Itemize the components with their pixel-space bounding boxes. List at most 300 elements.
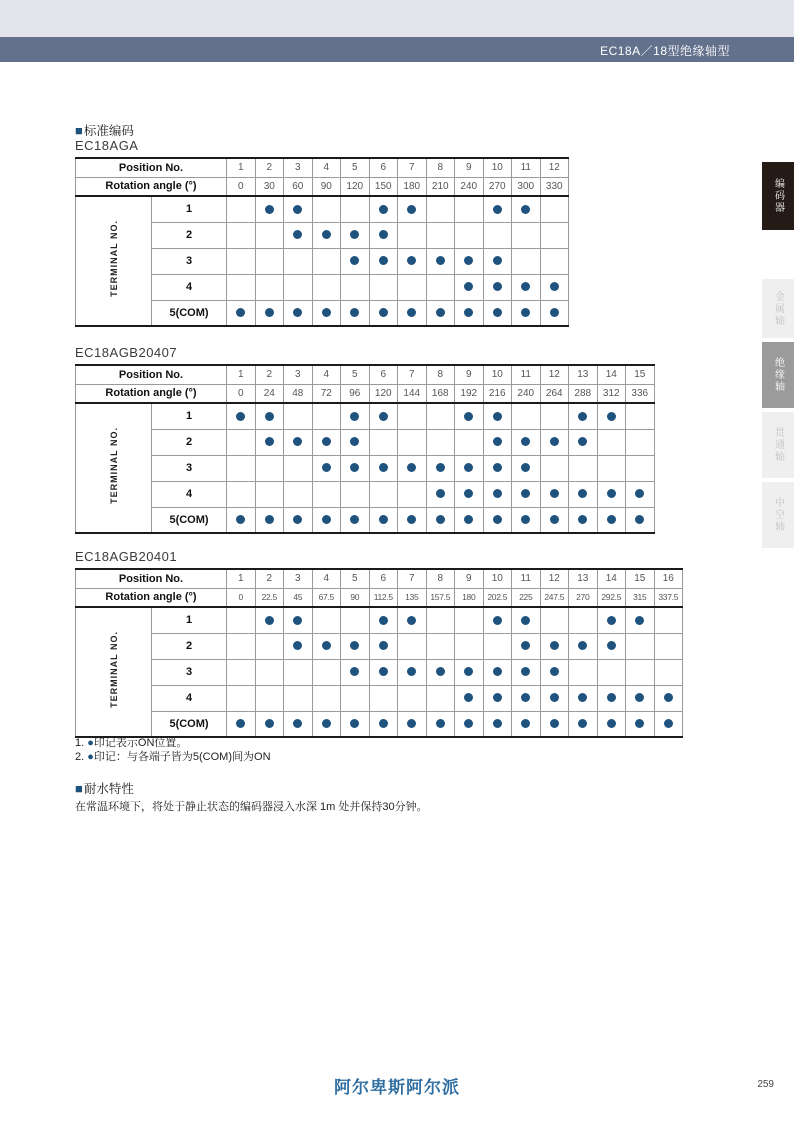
off-cell — [227, 455, 256, 481]
on-dot — [521, 463, 530, 472]
on-mark-cell — [398, 196, 427, 222]
on-dot — [293, 437, 302, 446]
position-number: 8 — [426, 158, 455, 177]
on-dot — [493, 489, 502, 498]
off-cell — [341, 685, 370, 711]
terminal-label: 3 — [152, 455, 227, 481]
on-dot — [550, 667, 559, 676]
on-dot — [350, 463, 359, 472]
on-dot — [407, 256, 416, 265]
position-number: 10 — [483, 569, 512, 588]
encoding-table-ec18agb20401 — [75, 568, 683, 738]
on-mark-cell — [455, 659, 484, 685]
off-cell — [398, 429, 427, 455]
on-mark-cell — [369, 222, 398, 248]
on-mark-cell — [626, 685, 655, 711]
on-dot — [550, 515, 559, 524]
section-heading-water-resistance — [75, 779, 134, 797]
off-cell — [398, 481, 427, 507]
position-number: 14 — [597, 569, 626, 588]
on-dot — [293, 641, 302, 650]
position-number: 12 — [540, 365, 569, 384]
position-number: 6 — [369, 365, 398, 384]
terminal-no-header — [76, 196, 152, 326]
terminal-label: 5(COM) — [152, 507, 227, 533]
position-number: 15 — [626, 569, 655, 588]
sidebar-tab-label: 中空轴 — [772, 497, 784, 533]
on-mark-cell — [426, 711, 455, 737]
rotation-angle-value: 150 — [369, 177, 398, 196]
on-dot — [379, 641, 388, 650]
off-cell — [569, 455, 598, 481]
terminal-row — [76, 429, 655, 455]
position-number: 5 — [341, 569, 370, 588]
on-mark-cell — [426, 248, 455, 274]
position-number: 9 — [455, 569, 484, 588]
off-cell — [255, 222, 284, 248]
rotation-angle-row — [76, 384, 655, 403]
on-dot — [664, 693, 673, 702]
off-cell — [341, 274, 370, 300]
on-mark-cell — [312, 300, 341, 326]
rotation-angle-value: 48 — [284, 384, 313, 403]
on-dot — [350, 230, 359, 239]
off-cell — [426, 607, 455, 633]
sidebar-tab-label: 贯通轴 — [772, 427, 784, 463]
off-cell — [227, 429, 256, 455]
position-number: 6 — [369, 569, 398, 588]
rotation-angle-value: 180 — [455, 588, 484, 607]
on-dot — [379, 205, 388, 214]
page-header-title: EC18A／18型绝缘轴型 — [600, 44, 730, 58]
on-dot — [464, 282, 473, 291]
on-mark-cell — [255, 507, 284, 533]
rotation-angle-value: 24 — [255, 384, 284, 403]
on-mark-cell — [540, 659, 569, 685]
position-number: 8 — [426, 365, 455, 384]
position-number: 12 — [540, 569, 569, 588]
on-mark-cell — [341, 659, 370, 685]
position-number: 15 — [626, 365, 655, 384]
position-row — [76, 158, 569, 177]
off-cell — [426, 196, 455, 222]
rotation-angle-value: 192 — [455, 384, 484, 403]
terminal-label: 4 — [152, 481, 227, 507]
on-dot — [436, 256, 445, 265]
on-dot — [493, 616, 502, 625]
on-mark-cell — [255, 429, 284, 455]
off-cell — [426, 222, 455, 248]
position-number: 2 — [255, 365, 284, 384]
rotation-angle-value: 120 — [341, 177, 370, 196]
position-no-label: Position No. — [76, 158, 227, 177]
rotation-angle-value: 312 — [597, 384, 626, 403]
on-dot — [493, 693, 502, 702]
sidebar-tab-label: 金属轴 — [772, 290, 784, 327]
off-cell — [227, 222, 256, 248]
position-number: 7 — [398, 365, 427, 384]
off-cell — [284, 481, 313, 507]
on-mark-cell — [569, 429, 598, 455]
off-cell — [540, 248, 569, 274]
rotation-angle-value: 264 — [540, 384, 569, 403]
off-cell — [426, 633, 455, 659]
on-mark-cell — [398, 455, 427, 481]
on-dot — [464, 412, 473, 421]
on-mark-cell — [455, 455, 484, 481]
rotation-angle-label: Rotation angle (°) — [76, 384, 227, 403]
position-number: 4 — [312, 569, 341, 588]
on-mark-cell — [540, 633, 569, 659]
on-mark-cell — [512, 711, 541, 737]
rotation-angle-value: 112.5 — [369, 588, 398, 607]
terminal-no-label: TERMINAL NO. — [108, 220, 119, 297]
rotation-angle-value: 96 — [341, 384, 370, 403]
off-cell — [398, 274, 427, 300]
on-mark-cell — [426, 481, 455, 507]
note-number: 1. — [75, 737, 85, 749]
on-mark-cell — [398, 659, 427, 685]
on-dot — [607, 693, 616, 702]
on-dot — [607, 489, 616, 498]
note-text: 印记表示ON位置。 — [93, 737, 188, 749]
on-dot — [550, 641, 559, 650]
terminal-label: 2 — [152, 633, 227, 659]
off-cell — [255, 659, 284, 685]
on-dot — [350, 641, 359, 650]
terminal-row — [76, 685, 683, 711]
rotation-angle-value: 30 — [255, 177, 284, 196]
off-cell — [312, 274, 341, 300]
on-dot — [407, 667, 416, 676]
terminal-row — [76, 196, 569, 222]
water-resistance-text: 在常温环境下，将处于静止状态的编码器浸入水深 1m 处并保持30分钟。 — [75, 801, 428, 813]
page-header — [0, 37, 794, 62]
on-dot — [635, 515, 644, 524]
on-dot — [464, 489, 473, 498]
sidebar-tab-insulated-shaft[interactable] — [762, 342, 794, 408]
rotation-angle-value: 210 — [426, 177, 455, 196]
on-mark-cell — [597, 507, 626, 533]
terminal-row — [76, 507, 655, 533]
on-mark-cell — [540, 274, 569, 300]
off-cell — [284, 685, 313, 711]
on-mark-cell — [284, 222, 313, 248]
sidebar-tab-label: 绝缘轴 — [772, 357, 784, 393]
off-cell — [626, 659, 655, 685]
on-mark-cell — [626, 607, 655, 633]
on-mark-cell — [483, 685, 512, 711]
on-mark-cell — [227, 403, 256, 429]
on-dot — [236, 412, 245, 421]
off-cell — [512, 403, 541, 429]
position-number: 4 — [312, 158, 341, 177]
off-cell — [455, 633, 484, 659]
off-cell — [540, 196, 569, 222]
on-mark-cell — [255, 300, 284, 326]
on-dot — [607, 412, 616, 421]
off-cell — [312, 196, 341, 222]
off-cell — [341, 481, 370, 507]
position-no-label: Position No. — [76, 569, 227, 588]
position-number: 2 — [255, 569, 284, 588]
position-row — [76, 365, 655, 384]
off-cell — [255, 685, 284, 711]
rotation-angle-value: 240 — [512, 384, 541, 403]
on-mark-cell — [341, 222, 370, 248]
terminal-row — [76, 711, 683, 737]
on-mark-cell — [512, 607, 541, 633]
on-dot — [521, 616, 530, 625]
on-dot — [322, 641, 331, 650]
rotation-angle-row — [76, 588, 683, 607]
terminal-label: 2 — [152, 222, 227, 248]
terminal-label: 4 — [152, 685, 227, 711]
off-cell — [255, 248, 284, 274]
table-block-ec18aga — [75, 138, 569, 327]
rotation-angle-value: 240 — [455, 177, 484, 196]
on-dot — [578, 489, 587, 498]
terminal-label: 1 — [152, 403, 227, 429]
rotation-angle-value: 0 — [227, 588, 256, 607]
off-cell — [398, 685, 427, 711]
on-dot — [521, 667, 530, 676]
on-mark-cell — [455, 507, 484, 533]
on-mark-cell — [284, 196, 313, 222]
off-cell — [569, 607, 598, 633]
on-dot — [521, 308, 530, 317]
off-cell — [426, 685, 455, 711]
off-cell — [455, 222, 484, 248]
note-text: 印记：与各端子皆为5(COM)间为ON — [93, 750, 271, 763]
sidebar — [762, 0, 794, 1123]
on-mark-cell — [540, 711, 569, 737]
off-cell — [483, 633, 512, 659]
on-mark-cell — [483, 274, 512, 300]
on-mark-cell — [654, 685, 683, 711]
on-mark-cell — [255, 196, 284, 222]
position-number: 11 — [512, 158, 541, 177]
on-mark-cell — [312, 222, 341, 248]
on-dot — [350, 719, 359, 728]
off-cell — [227, 607, 256, 633]
off-cell — [455, 196, 484, 222]
on-dot — [265, 616, 274, 625]
off-cell — [284, 274, 313, 300]
off-cell — [227, 685, 256, 711]
on-mark-cell — [455, 300, 484, 326]
on-mark-cell — [483, 455, 512, 481]
off-cell — [569, 659, 598, 685]
brand-logo: 阿尔卑斯阿尔派 — [334, 1078, 460, 1097]
on-dot — [578, 719, 587, 728]
on-mark-cell — [369, 455, 398, 481]
sidebar-tab-through-shaft[interactable] — [762, 412, 794, 478]
off-cell — [312, 248, 341, 274]
off-cell — [255, 455, 284, 481]
off-cell — [369, 429, 398, 455]
rotation-angle-value: 225 — [512, 588, 541, 607]
rotation-angle-value: 180 — [398, 177, 427, 196]
rotation-angle-value: 22.5 — [255, 588, 284, 607]
on-mark-cell — [569, 481, 598, 507]
off-cell — [341, 607, 370, 633]
sidebar-tab-encoder[interactable] — [762, 162, 794, 230]
on-mark-cell — [255, 711, 284, 737]
on-dot — [521, 641, 530, 650]
on-mark-cell — [540, 429, 569, 455]
encoding-table-ec18agb20407 — [75, 364, 655, 534]
on-dot — [464, 463, 473, 472]
on-dot — [578, 437, 587, 446]
on-dot — [521, 693, 530, 702]
on-mark-cell — [540, 481, 569, 507]
on-dot — [350, 667, 359, 676]
section-heading-standard-coding — [75, 121, 134, 139]
position-number: 13 — [569, 569, 598, 588]
on-mark-cell — [284, 507, 313, 533]
on-mark-cell — [369, 633, 398, 659]
position-number: 1 — [227, 569, 256, 588]
on-mark-cell — [512, 685, 541, 711]
on-mark-cell — [341, 403, 370, 429]
on-dot — [322, 437, 331, 446]
on-dot — [265, 515, 274, 524]
on-dot — [464, 667, 473, 676]
on-mark-cell — [483, 659, 512, 685]
on-dot — [350, 256, 359, 265]
on-dot — [578, 641, 587, 650]
on-mark-cell — [398, 507, 427, 533]
on-mark-cell — [626, 711, 655, 737]
on-dot — [350, 308, 359, 317]
on-dot — [265, 308, 274, 317]
on-dot — [578, 412, 587, 421]
on-dot — [493, 308, 502, 317]
terminal-no-header — [76, 607, 152, 737]
on-mark-cell — [455, 403, 484, 429]
position-number: 6 — [369, 158, 398, 177]
off-cell — [369, 685, 398, 711]
table-title: EC18AGB20401 — [75, 549, 178, 564]
on-mark-cell — [341, 507, 370, 533]
off-cell — [626, 429, 655, 455]
off-cell — [540, 222, 569, 248]
on-mark-cell — [540, 507, 569, 533]
position-number: 9 — [455, 365, 484, 384]
on-dot — [293, 616, 302, 625]
on-mark-cell — [398, 248, 427, 274]
terminal-row — [76, 659, 683, 685]
off-cell — [312, 403, 341, 429]
position-number: 3 — [284, 569, 313, 588]
on-mark-cell — [512, 481, 541, 507]
on-mark-cell — [341, 455, 370, 481]
on-mark-cell — [369, 659, 398, 685]
on-mark-cell — [483, 248, 512, 274]
on-mark-cell — [512, 300, 541, 326]
on-dot — [293, 719, 302, 728]
on-dot — [407, 205, 416, 214]
on-dot — [379, 230, 388, 239]
sidebar-tab-hollow-shaft[interactable] — [762, 482, 794, 548]
on-mark-cell — [483, 429, 512, 455]
rotation-angle-value: 90 — [312, 177, 341, 196]
rotation-angle-value: 0 — [227, 177, 256, 196]
off-cell — [284, 455, 313, 481]
on-dot — [521, 437, 530, 446]
position-number: 3 — [284, 365, 313, 384]
rotation-angle-value: 45 — [284, 588, 313, 607]
on-mark-cell — [369, 300, 398, 326]
on-mark-cell — [483, 403, 512, 429]
section-square-icon: ■ — [75, 781, 83, 796]
on-dot — [493, 282, 502, 291]
off-cell — [654, 633, 683, 659]
on-dot — [664, 719, 673, 728]
on-mark-cell — [483, 481, 512, 507]
on-mark-cell — [284, 633, 313, 659]
on-mark-cell — [455, 685, 484, 711]
rotation-angle-value: 72 — [312, 384, 341, 403]
sidebar-tab-metal-shaft[interactable] — [762, 279, 794, 338]
terminal-row — [76, 455, 655, 481]
terminal-no-label: TERMINAL NO. — [108, 631, 119, 708]
rotation-angle-label: Rotation angle (°) — [76, 177, 227, 196]
off-cell — [312, 685, 341, 711]
rotation-angle-label: Rotation angle (°) — [76, 588, 227, 607]
terminal-label: 5(COM) — [152, 711, 227, 737]
top-band — [0, 0, 794, 37]
position-number: 2 — [255, 158, 284, 177]
on-mark-cell — [483, 507, 512, 533]
on-mark-cell — [512, 455, 541, 481]
on-mark-cell — [341, 248, 370, 274]
on-dot — [379, 412, 388, 421]
on-dot — [493, 412, 502, 421]
on-dot — [407, 515, 416, 524]
terminal-label: 5(COM) — [152, 300, 227, 326]
on-mark-cell — [626, 507, 655, 533]
off-cell — [227, 633, 256, 659]
on-mark-cell — [569, 403, 598, 429]
terminal-no-label: TERMINAL NO. — [108, 427, 119, 504]
terminal-row — [76, 633, 683, 659]
on-mark-cell — [312, 429, 341, 455]
on-mark-cell — [341, 633, 370, 659]
rotation-angle-value: 270 — [569, 588, 598, 607]
on-dot — [236, 515, 245, 524]
on-dot — [265, 437, 274, 446]
on-dot — [379, 463, 388, 472]
off-cell — [455, 429, 484, 455]
rotation-angle-value: 337.5 — [654, 588, 683, 607]
on-dot — [379, 719, 388, 728]
on-dot — [436, 667, 445, 676]
on-dot — [322, 308, 331, 317]
on-mark-cell — [284, 607, 313, 633]
table-block-ec18agb20407 — [75, 345, 655, 534]
off-cell — [654, 659, 683, 685]
on-dot — [550, 693, 559, 702]
on-dot — [464, 693, 473, 702]
on-mark-cell — [341, 300, 370, 326]
terminal-row — [76, 481, 655, 507]
on-dot — [578, 515, 587, 524]
on-dot — [493, 667, 502, 676]
rotation-angle-value: 60 — [284, 177, 313, 196]
on-mark-cell — [512, 507, 541, 533]
